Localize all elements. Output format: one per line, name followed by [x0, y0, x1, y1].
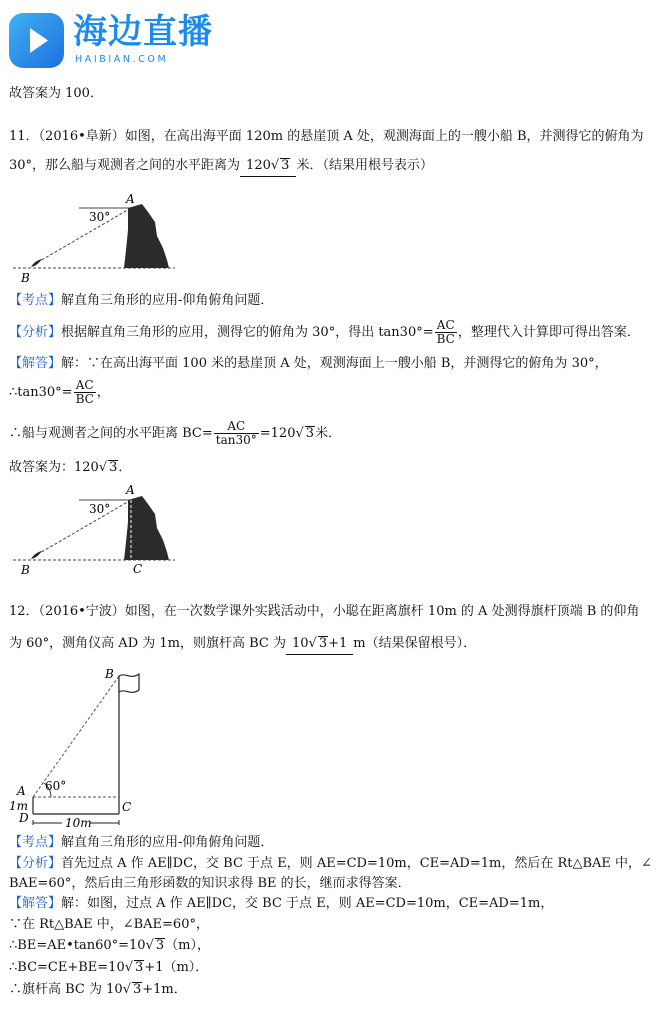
- q12-line1: 12．（2016•宁波）如图，在一次数学课外实践活动中，小聪在距离旗杆 10m 的 A 处测得旗杆顶端 B 的仰角: [9, 604, 640, 619]
- q12-jieda3: ∴BE=AE•tan60°=10√ 3（m），: [9, 938, 210, 953]
- logo-subtitle: HAIBIAN.COM: [75, 54, 169, 65]
- q11-figure-2: [9, 482, 179, 577]
- q11-fig2-label-c: C: [133, 562, 143, 576]
- q12-fig-label-b: B: [105, 667, 114, 681]
- logo-title: 海边直播: [73, 12, 213, 52]
- q12-fenxi2: BAE=60°，然后由三角形函数的知识求得 BE 的长，继而求得答案．: [9, 876, 411, 891]
- q12-fig-label-c: C: [122, 800, 132, 814]
- q12-answer-blank: 10√ 3+1: [286, 634, 353, 655]
- q12-line2: 为 60°，测角仪高 AD 为 1m，则旗杆高 BC 为 10√ 3+1 m（结果保留根号）．: [9, 634, 476, 655]
- q12-jieda1: 【解答】解：如图，过点 A 作 AE∥DC，交 BC 于点 E，则 AE=CD=10m，CE=AD=1m，: [9, 896, 554, 911]
- q12-jieda4: ∴BC=CE+BE=10√ 3+1（m）．: [9, 960, 209, 975]
- q11-fig1-label-b: B: [21, 271, 30, 285]
- q12-fig-ad-length: 1m: [9, 799, 29, 813]
- q11-fig1-angle: 30°: [89, 210, 111, 224]
- q11-fig2-label-b: B: [21, 563, 30, 577]
- q12-jieda5: ∴旗杆高 BC 为 10√ 3+1m．: [9, 982, 187, 997]
- q12-fenxi1: 【分析】首先过点 A 作 AE∥DC，交 BC 于点 E，则 AE=CD=10m，CE=AD=1m，然后在 Rt△BAE 中，∠: [9, 856, 652, 871]
- play-icon: [9, 13, 64, 68]
- q11-final-answer: 故答案为：120√ 3．: [9, 460, 132, 475]
- q11-fenxi: 【分析】根据解直角三角形的应用，测得它的俯角为 30°，得出 tan30°= $\frac{AC}{BC}$ ，整理代入计算即可得出答案．: [9, 318, 640, 346]
- q11-fig2-angle: 30°: [89, 502, 111, 516]
- q11-fig2-label-a: A: [126, 483, 135, 497]
- q11-jieda1: 【解答】解：∵在高出海平面 100 米的悬崖顶 A 处，观测海面上一艘小船 B，并测得它的俯角为 30°，: [9, 356, 608, 371]
- q12-fig-angle: 60°: [45, 779, 67, 793]
- q12-fig-label-d: D: [19, 811, 29, 825]
- q11-jieda3: ∴船与观测者之间的水平距离 BC= $\frac{AC}{\tan 30^\circ}$ =120√ 3米．: [9, 419, 342, 447]
- q12-jieda2: ∵在 Rt△BAE 中，∠BAE=60°，: [9, 917, 209, 932]
- q11-answer-blank: 120√ 3: [240, 156, 296, 177]
- prev-answer: 故答案为 100．: [9, 86, 103, 101]
- q12-kaodian: 【考点】解直角三角形的应用-仰角俯角问题．: [9, 835, 274, 850]
- q12-fig-dc-length: 10m: [65, 816, 92, 830]
- q11-fig1-label-a: A: [126, 192, 135, 206]
- q12-figure: [5, 662, 155, 832]
- q11-figure-1: [9, 190, 179, 285]
- q11-jieda2: ∴tan30°= $\frac{AC}{BC}$ ，: [9, 378, 110, 406]
- q11-line1: 11．（2016•阜新）如图，在高出海平面 120m 的悬崖顶 A 处，观测海面上的一艘小船 B，并测得它的俯角为: [9, 129, 644, 144]
- q11-line2: 30°，那么船与观测者之间的水平距离为 120√ 3 米．（结果用根号表示）: [9, 156, 433, 177]
- q11-kaodian: 【考点】解直角三角形的应用-仰角俯角问题．: [9, 293, 274, 308]
- logo-icon: [9, 13, 64, 68]
- q12-fig-label-a: A: [17, 784, 26, 798]
